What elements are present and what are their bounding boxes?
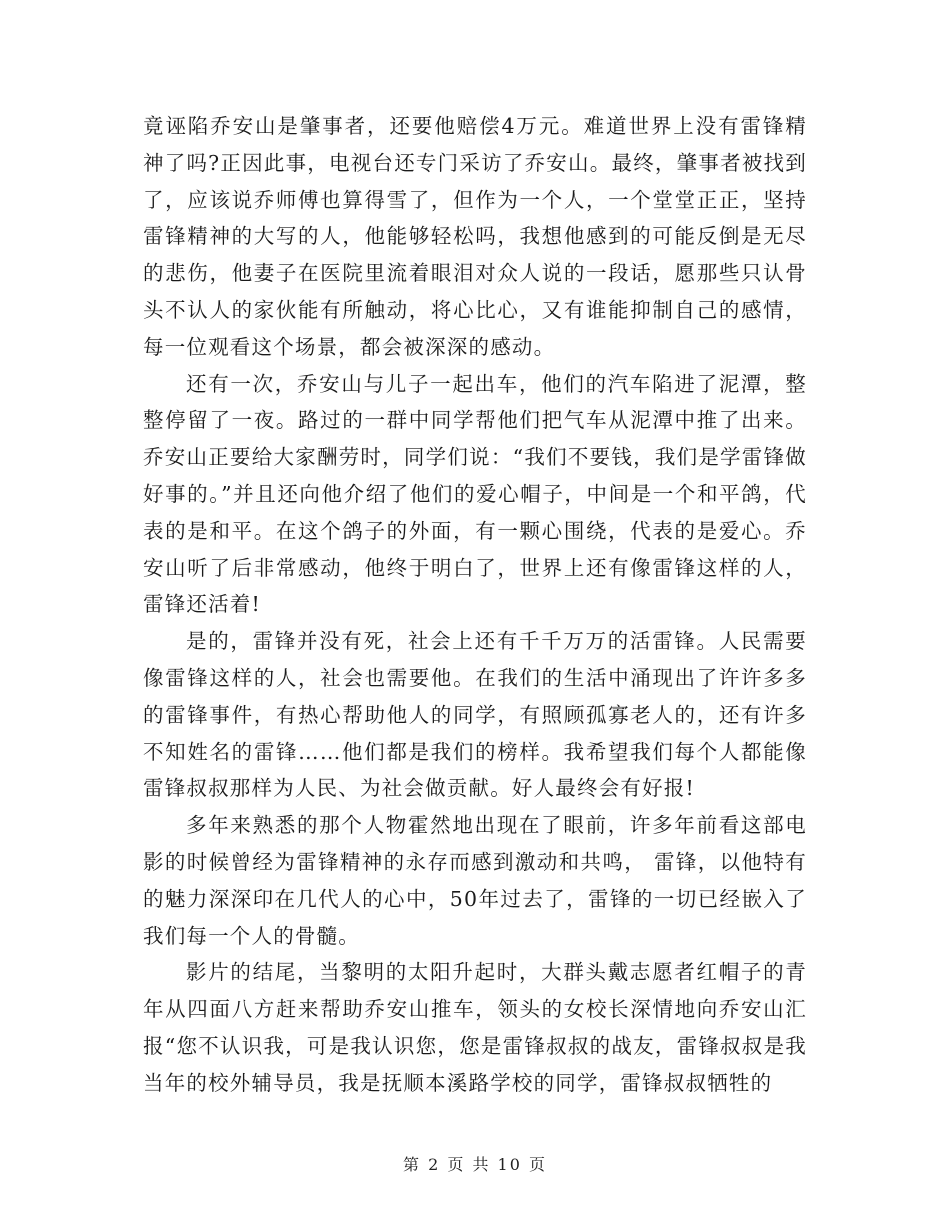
- page-number-label: 第 2 页 共 10 页: [403, 1155, 547, 1174]
- paragraph-2: 还有一次，乔安山与儿子一起出车，他们的汽车陷进了泥潭，整整停留了一夜。路过的一群中同学帮他们把气车从泥潭中推了出来。乔安山正要给大家酬劳时，同学们说：“我们不要钱，我们是学雷锋做好事的。”并且还向他介绍了他们的爱心帽子，中间是一个和平鸽，代表的是和平。在这个鸽子的外面，有一颗心围绕，代表的是爱心。乔安山听了后非常感动，他终于明白了，世界上还有像雷锋这样的人，雷锋还活着!: [143, 371, 807, 617]
- paragraph-4: 多年来熟悉的那个人物霍然地出现在了眼前，许多年前看这部电影的时候曾经为雷锋精神的永存而感到激动和共鸣， 雷锋，以他特有的魅力深深印在几代人的心中，50年过去了，雷锋的一切已经嵌入了我们每一个人的骨髓。: [143, 813, 807, 948]
- page-footer: [0, 1152, 950, 1175]
- document-body: [143, 108, 807, 1102]
- paragraph-1: 竟诬陷乔安山是肇事者，还要他赔偿4万元。难道世界上没有雷锋精神了吗?正因此事，电视台还专门采访了乔安山。最终，肇事者被找到了，应该说乔师傅也算得雪了，但作为一个人，一个堂堂正正，坚持雷锋精神的大写的人，他能够轻松吗，我想他感到的可能反倒是无尽的悲伤，他妻子在医院里流着眼泪对众人说的一段话，愿那些只认骨头不认人的家伙能有所触动，将心比心，又有谁能抑制自己的感情，每一位观看这个场景，都会被深深的感动。: [143, 114, 807, 359]
- paragraph-5: 影片的结尾，当黎明的太阳升起时，大群头戴志愿者红帽子的青年从四面八方赶来帮助乔安山推车，领头的女校长深情地向乔安山汇报“您不认识我，可是我认识您，您是雷锋叔叔的战友，雷锋叔叔是我当年的校外辅导员，我是抚顺本溪路学校的同学，雷锋叔叔牺牲的: [143, 960, 807, 1095]
- paragraph-3: 是的，雷锋并没有死，社会上还有千千万万的活雷锋。人民需要像雷锋这样的人，社会也需要他。在我们的生活中涌现出了许许多多的雷锋事件，有热心帮助他人的同学，有照顾孤寡老人的，还有许多不知姓名的雷锋……他们都是我们的榜样。我希望我们每个人都能像雷锋叔叔那样为人民、为社会做贡献。好人最终会有好报!: [143, 629, 807, 801]
